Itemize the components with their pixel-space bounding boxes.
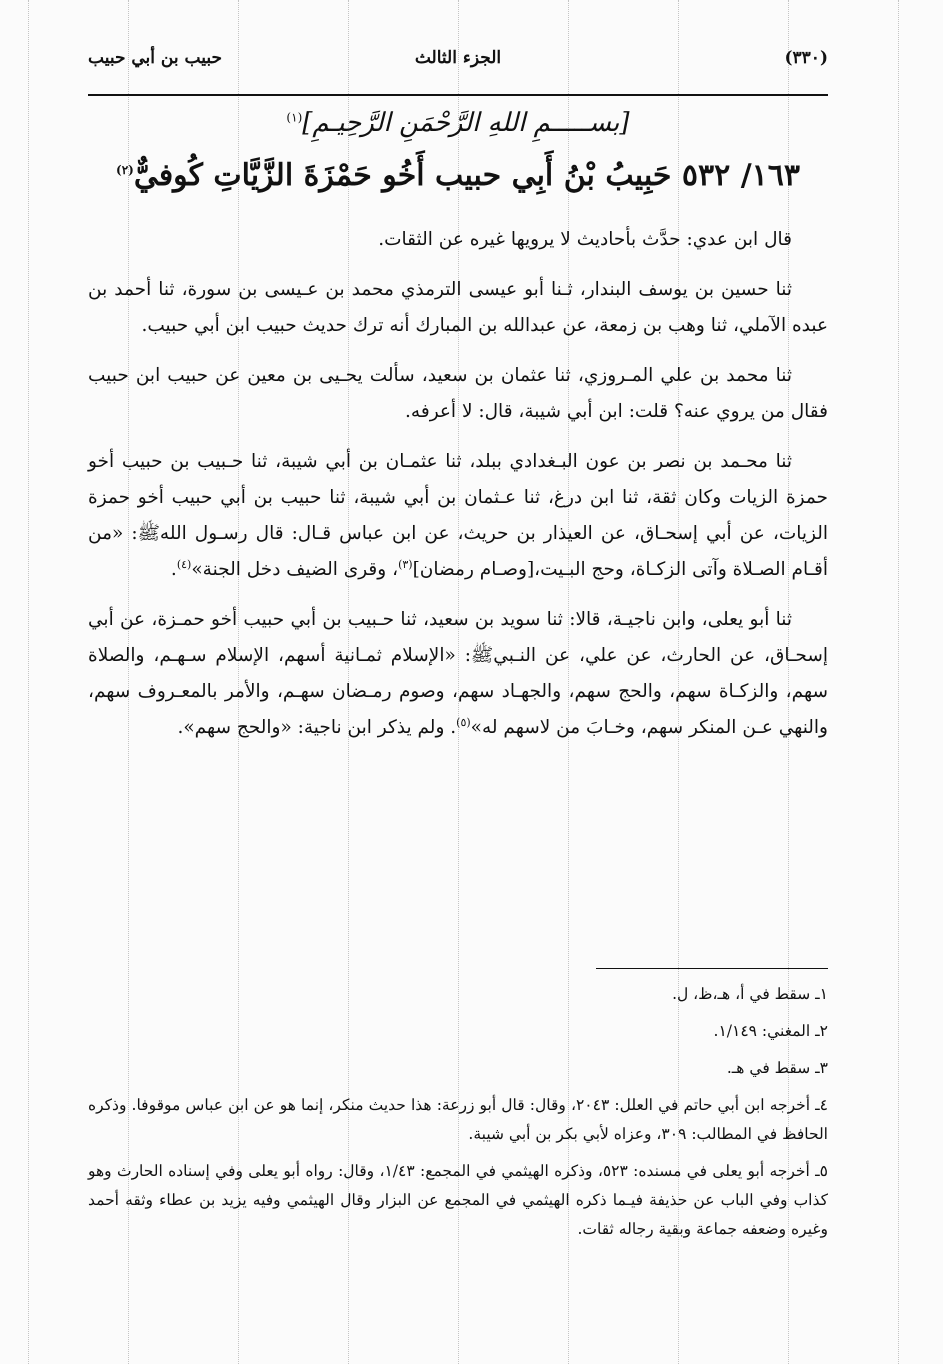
entry-title — [88, 158, 828, 193]
paragraph-text: ، وقرى الضيف دخل الجنة» — [191, 559, 399, 580]
footnote-ref: (٣) — [398, 557, 413, 571]
footnote: ٤ـ أخرجه ابن أبي حاتم في العلل: ٢٠٤٣، وقال: قال أبو زرعة: هذا حديث منكر، إنما هو عن ابن عباس موقوفا. وذكره الحافظ في المطالب: ٣٠٩، وعزاه لأبي بكر بن أبي شيبة. — [88, 1096, 828, 1143]
main-text — [88, 222, 828, 760]
footnotes — [88, 980, 828, 1252]
paragraph-text: ثنا محـمد بن نصر بن عون البـغدادي ببلد، ثنا عثمـان بن أبي شيبة، ثنا حـبيب بن حبيب أخو حمزة الزيات وكان ثقة، ثنا ابن درغ، ثنا عـثمان بن أبي شيبة، ثنا حبيب بن أبي حبيب أخو حمزة الزيات، عن أبي إسحـاق، عن العيذار بن حريث، عن ابن عباس قـال: قال رسـول اللهﷺ: «من أقـام الصـلاة وآتى الزكـاة، وحج البـيت،[وصـام رمضان] — [88, 451, 828, 580]
ledger-line — [898, 0, 899, 1364]
entry-title-text: ١٦٣/ ٥٣٢ حَبِيبُ بْنُ أَبِي حبيب أَخُو حَمْزَةَ الزَّيَّاتِ كُوفيٌّ — [133, 158, 800, 193]
basmala — [88, 108, 828, 138]
footnote-ref: (٤) — [176, 557, 192, 571]
paragraph: قال ابن عدي: حدَّث بأحاديث لا يرويها غيره عن الثقات. — [378, 229, 792, 250]
footnote-ref: (٢) — [116, 163, 134, 177]
footnote-ref: (١) — [286, 110, 303, 125]
footnote-divider — [596, 968, 828, 969]
running-title: حبيب بن أبي حبيب — [88, 48, 222, 68]
paragraph-text: . ولم يذكر ابن ناجية: «والحج سهم». — [177, 717, 457, 738]
page-header — [88, 40, 828, 80]
paragraph-text: ثنا أبو يعلى، وابن ناجيـة، قالا: ثنا سويد بن سعيد، ثنا حـبيب بن أبي حبيب أخو حمـزة، عن أبي إسحـاق، عن الحارث، عن علي، عن النـبيﷺ: «الإسلام ثمـانية أسهم، الإسلام سـهـم، والصلاة سهم، والزكـاة سهم، والحج سهم، والجهـاد سهم، وصوم رمـضان سهـم، والأمر بالمعـروف سهم، والنهي عـن المنكر سهم، وخـابَ من لاسهم له» — [88, 609, 828, 738]
page-number: (٣٣٠) — [784, 48, 828, 68]
footnote: ١ـ سقط في أ، هـ،ظ، ل. — [672, 985, 828, 1003]
footnote: ٢ـ المغني: ١/١٤٩. — [713, 1022, 828, 1040]
footnote-ref: (٥) — [456, 715, 471, 729]
paragraph — [88, 444, 828, 588]
footnote: ٥ـ أخرجه أبو يعلى في مسنده: ٥٢٣، وذكره الهيثمي في المجمع: ١/٤٣، وقال: رواه أبو يعلى وفي إسناده الحارث وهو كذاب وفي الباب عن حذيفة فيـما ذكره الهيثمي في المجمع عن البزار وقال الهيثمي وفيه يزيد بن عطاء وثقه أحمد وغيره وضعفه جماعة وبقية رجاله ثقات. — [88, 1162, 828, 1238]
header-divider — [88, 94, 828, 96]
basmala-text: [بســـــمِ اللهِ الرَّحْمَنِ الرَّحِيـمِ] — [302, 108, 630, 138]
paragraph: ثنا محمد بن علي المـروزي، ثنا عثمان بن سعيد، سألت يحـيى بن معين عن حبيب ابن حبيب فقال من يروي عنه؟ قلت: ابن أبي شيبة، قال: لا أعرفه. — [88, 365, 828, 422]
paragraph — [88, 602, 828, 746]
paragraph: ثنا حسين بن يوسف البندار، ثـنا أبو عيسى الترمذي محمد بن عـيسى بن سورة، ثنا أحمد بن عبده الآملي، ثنا وهب بن زمعة، عن عبدالله بن المبارك أنه ترك حديث حبيب ابن أبي حبيب. — [88, 279, 828, 336]
paragraph-text: . — [170, 559, 177, 580]
footnote: ٣ـ سقط في هـ. — [726, 1059, 828, 1077]
ledger-line — [28, 0, 29, 1364]
volume-label: الجزء الثالث — [414, 48, 502, 68]
